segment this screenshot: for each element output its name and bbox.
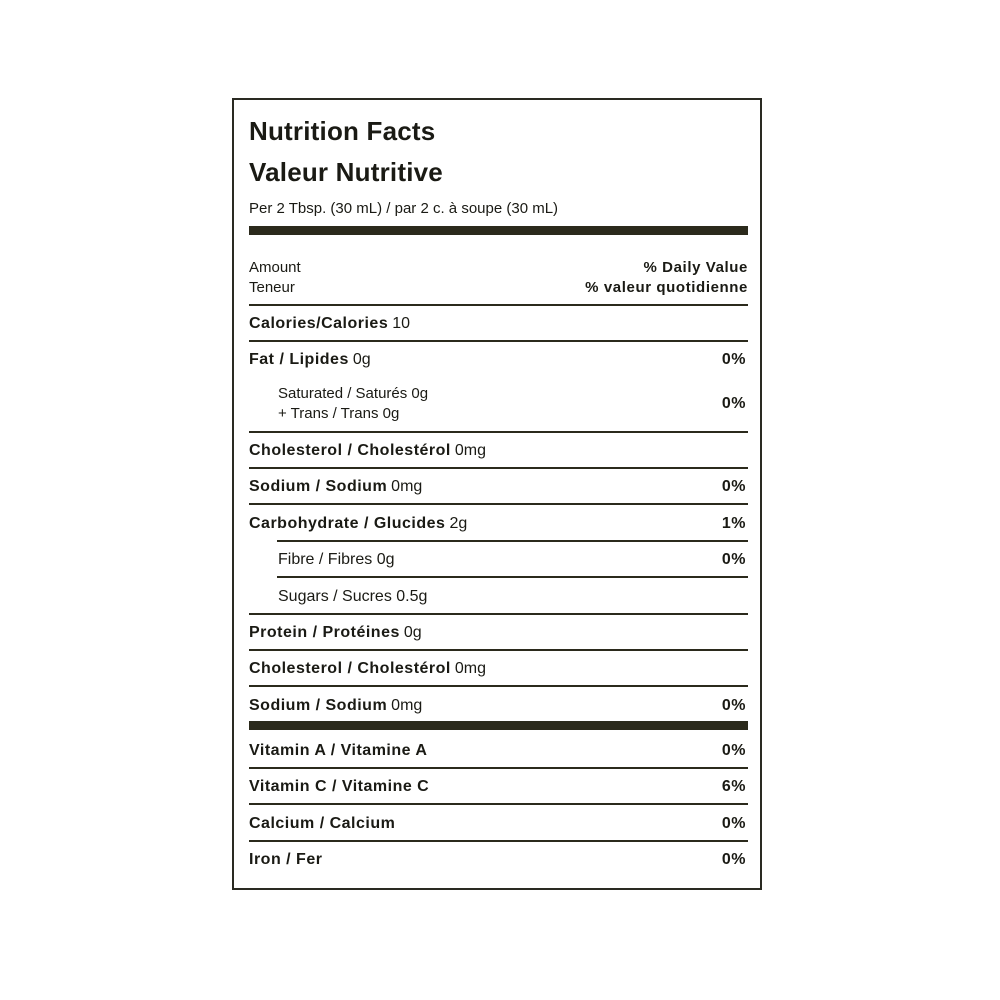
divider xyxy=(277,540,748,542)
thick-divider xyxy=(249,721,748,730)
protein-label: Protein / Protéines xyxy=(249,624,400,641)
amount-label-en: Amount xyxy=(249,259,301,276)
fat-value: 0g xyxy=(352,351,371,368)
daily-value-label-en: % Daily Value xyxy=(643,259,748,276)
carbohydrate-label: Carbohydrate / Glucides xyxy=(249,515,446,532)
protein-row xyxy=(249,622,748,644)
fat-row xyxy=(249,349,748,371)
divider xyxy=(249,431,748,433)
vitamin-a-daily-value: 0% xyxy=(721,742,746,759)
sodium-value-2: 0mg xyxy=(391,697,423,714)
fibre-label: Fibre / Fibres 0g xyxy=(278,551,395,568)
cholesterol-value: 0mg xyxy=(454,442,486,459)
sodium-label: Sodium / Sodium xyxy=(249,478,388,495)
calcium-row xyxy=(249,813,748,835)
title-french: Valeur Nutritive xyxy=(249,157,443,187)
divider xyxy=(249,840,748,842)
carbohydrate-daily-value: 1% xyxy=(721,515,746,532)
nutrition-facts-panel xyxy=(232,98,762,890)
sodium-daily-value: 0% xyxy=(721,478,746,495)
divider xyxy=(249,503,748,505)
calories-row xyxy=(249,313,748,335)
divider xyxy=(249,803,748,805)
divider xyxy=(249,467,748,469)
title-english: Nutrition Facts xyxy=(249,116,436,146)
fat-daily-value: 0% xyxy=(721,351,746,368)
cholesterol-label-2: Cholesterol / Cholestérol xyxy=(249,660,451,677)
sodium-row-2 xyxy=(249,695,748,717)
sodium-daily-value-2: 0% xyxy=(721,697,746,714)
cholesterol-row xyxy=(249,440,748,462)
divider xyxy=(249,340,748,342)
vitamin-c-daily-value: 6% xyxy=(721,778,746,795)
daily-value-label-fr: % valeur quotidienne xyxy=(585,279,748,296)
sodium-label-2: Sodium / Sodium xyxy=(249,697,388,714)
carbohydrate-row xyxy=(249,513,748,535)
carbohydrate-value: 2g xyxy=(449,515,468,532)
iron-label: Iron / Fer xyxy=(249,851,323,868)
calcium-daily-value: 0% xyxy=(721,815,746,832)
saturated-trans-daily-value: 0% xyxy=(721,395,746,412)
fibre-daily-value: 0% xyxy=(721,551,746,568)
sodium-value: 0mg xyxy=(391,478,423,495)
trans-label: + Trans / Trans 0g xyxy=(278,405,400,422)
divider xyxy=(277,576,748,578)
amount-header xyxy=(249,258,301,298)
divider xyxy=(249,613,748,615)
saturated-trans-row xyxy=(278,384,748,424)
fibre-row xyxy=(278,549,748,571)
vitamin-a-row xyxy=(249,740,748,762)
cholesterol-label: Cholesterol / Cholestérol xyxy=(249,442,451,459)
divider xyxy=(249,685,748,687)
iron-daily-value: 0% xyxy=(721,851,746,868)
amount-label-fr: Teneur xyxy=(249,279,295,296)
calories-value: 10 xyxy=(392,315,411,332)
serving-size: Per 2 Tbsp. (30 mL) / par 2 c. à soupe (30 mL) xyxy=(249,200,559,217)
sugars-label: Sugars / Sucres 0.5g xyxy=(278,588,428,605)
calcium-label: Calcium / Calcium xyxy=(249,815,396,832)
fat-label: Fat / Lipides xyxy=(249,351,349,368)
vitamin-c-label: Vitamin C / Vitamine C xyxy=(249,778,430,795)
protein-value: 0g xyxy=(403,624,422,641)
iron-row xyxy=(249,849,748,871)
vitamin-c-row xyxy=(249,776,748,798)
saturated-label: Saturated / Saturés 0g xyxy=(278,385,429,402)
vitamin-a-label: Vitamin A / Vitamine A xyxy=(249,742,428,759)
daily-value-header xyxy=(585,258,748,298)
divider xyxy=(249,649,748,651)
cholesterol-value-2: 0mg xyxy=(454,660,486,677)
divider xyxy=(249,767,748,769)
sodium-row xyxy=(249,476,748,498)
thick-divider xyxy=(249,226,748,235)
divider xyxy=(249,304,748,306)
calories-label: Calories/Calories xyxy=(249,315,389,332)
sugars-row xyxy=(278,586,748,608)
cholesterol-row-2 xyxy=(249,658,748,680)
